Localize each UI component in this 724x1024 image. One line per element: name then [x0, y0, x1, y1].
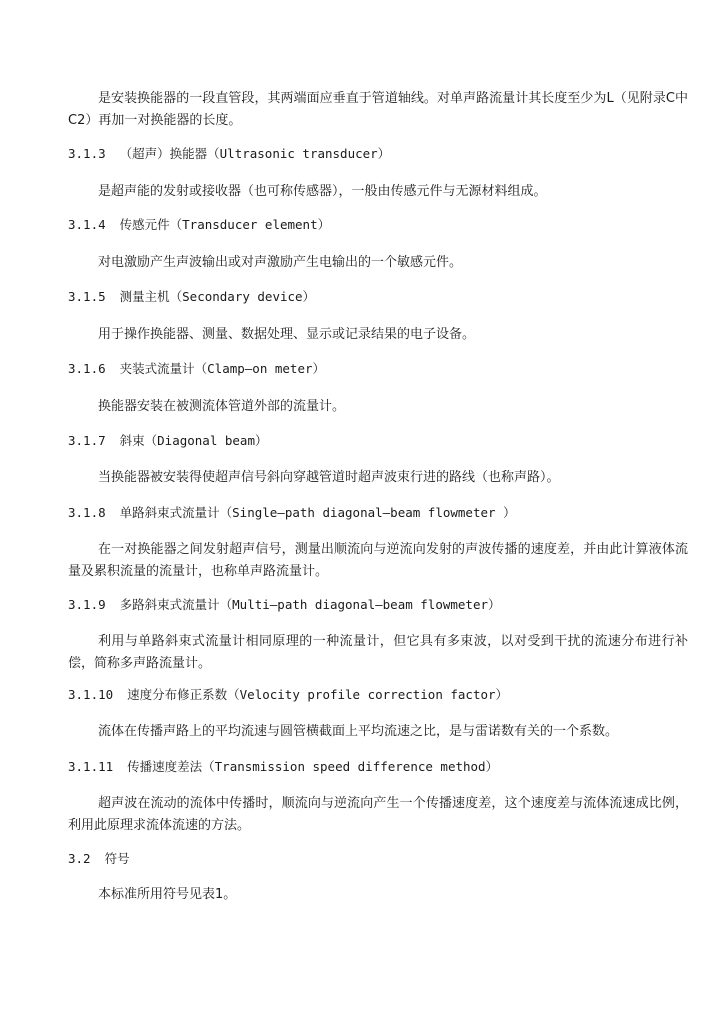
section-title: 符号 [104, 851, 130, 866]
section-number: 3.1.8 [68, 505, 106, 520]
section-number: 3.1.6 [68, 361, 106, 376]
section-heading [68, 850, 130, 868]
section-heading [68, 288, 315, 306]
section-body: 对电激励产生声波输出或对声激励产生电输出的一个敏感元件。 [98, 255, 463, 270]
section-body: 在一对换能器之间发射超声信号，测量出顺流向与逆流向发射的声波传播的速度差，并由此计算液体流量及累积流量的流量计，也称单声路流量计。 [68, 542, 688, 579]
section-number: 3.1.11 [68, 759, 114, 774]
intro-paragraph: 是安装换能器的一段直管段，其两端面应垂直于管道轴线。对单声路流量计其长度至少为L（见附录C中C2）再加一对换能器的长度。 [68, 91, 688, 128]
section-body: 换能器安装在被测流体管道外部的流量计。 [98, 399, 346, 414]
section-heading [68, 145, 390, 163]
section-body: 利用与单路斜束式流量计相同原理的一种流量计，但它具有多束波，以对受到干扰的流速分布进行补偿，简称多声路流量计。 [68, 634, 688, 671]
section-title: 速度分布修正系数（Velocity profile correction factor） [127, 687, 509, 702]
section-body: 是超声能的发射或接收器（也可称传感器），一般由传感元件与无源材料组成。 [98, 184, 547, 199]
section-heading [68, 596, 501, 614]
section-body: 当换能器被安装得使超声信号斜向穿越管道时超声波束行进的路线（也称声路）。 [98, 470, 560, 485]
section-number: 3.1.4 [68, 217, 106, 232]
section-title: 斜束（Diagonal beam） [119, 433, 268, 448]
section-number: 3.1.9 [68, 597, 106, 612]
section-title: 夹装式流量计（Clamp—on meter） [119, 361, 325, 376]
section-body: 流体在传播声路上的平均流速与圆管横截面上平均流速之比，是与雷诺数有关的一个系数。 [98, 724, 619, 739]
section-heading [68, 360, 325, 378]
section-body: 超声波在流动的流体中传播时，顺流向与逆流向产生一个传播速度差，这个速度差与流体流速成比例，利用此原理求流体流速的方法。 [68, 796, 688, 833]
section-title: 传播速度差法（Transmission speed difference method） [127, 759, 499, 774]
section-title: 单路斜束式流量计（Single—path diagonal—beam flowmeter ） [119, 505, 516, 520]
section-number: 3.1.7 [68, 433, 106, 448]
section-number: 3.1.10 [68, 687, 114, 702]
section-heading [68, 216, 330, 234]
section-number: 3.1.3 [68, 146, 106, 161]
section-title: （超声）换能器（Ultrasonic transducer） [119, 146, 391, 161]
section-heading [68, 504, 516, 522]
section-body: 用于操作换能器、测量、数据处理、显示或记录结果的电子设备。 [98, 327, 476, 342]
section-title: 多路斜束式流量计（Multi—path diagonal—beam flowmeter） [119, 597, 501, 612]
section-number: 3.2 [68, 851, 91, 866]
section-heading [68, 432, 267, 450]
section-heading [68, 758, 498, 776]
section-heading [68, 686, 508, 704]
section-body: 本标准所用符号见表1。 [98, 887, 237, 902]
section-title: 测量主机（Secondary device） [119, 289, 316, 304]
section-number: 3.1.5 [68, 289, 106, 304]
section-title: 传感元件（Transducer element） [119, 217, 331, 232]
